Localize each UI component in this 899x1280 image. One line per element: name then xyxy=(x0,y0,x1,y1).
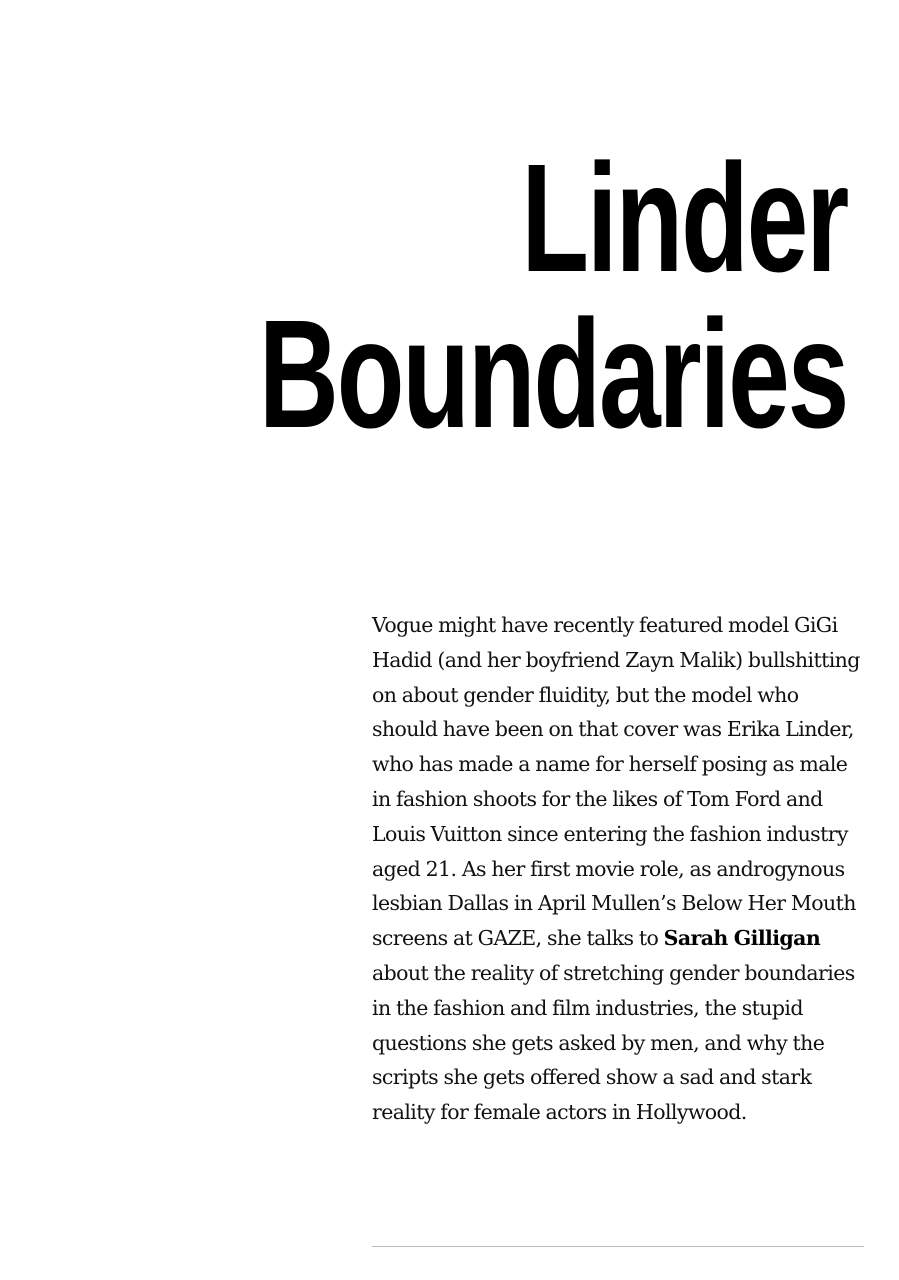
divider-rule xyxy=(372,1246,864,1247)
article-title-line-2: Boundaries xyxy=(258,288,847,460)
article-intro xyxy=(372,608,864,1130)
intro-text-before-author: Vogue might have recently featured model GiGi Hadid (and her boyfriend Zayn Malik) bullshitting on about gender fluidity, but the model who should have been on that cover was Erika Linder, who has made a name for herself posing as male in fashion shoots for the likes of Tom Ford and Louis Vuitton since entering the fashion industry aged 21. As her first movie role, as androgynous lesbian Dallas in April Mullen’s Below Her Mouth screens at GAZE, she talks to xyxy=(372,613,860,951)
article-title-line-1: Linder xyxy=(521,132,847,304)
article-title xyxy=(258,132,847,460)
author-name: Sarah Gilligan xyxy=(663,926,821,951)
intro-text-after-author: about the reality of stretching gender boundaries in the fashion and film industries, the stupid questions she gets asked by men, and why the scripts she gets offered show a sad and stark reality for female actors in Hollywood. xyxy=(372,960,855,1125)
